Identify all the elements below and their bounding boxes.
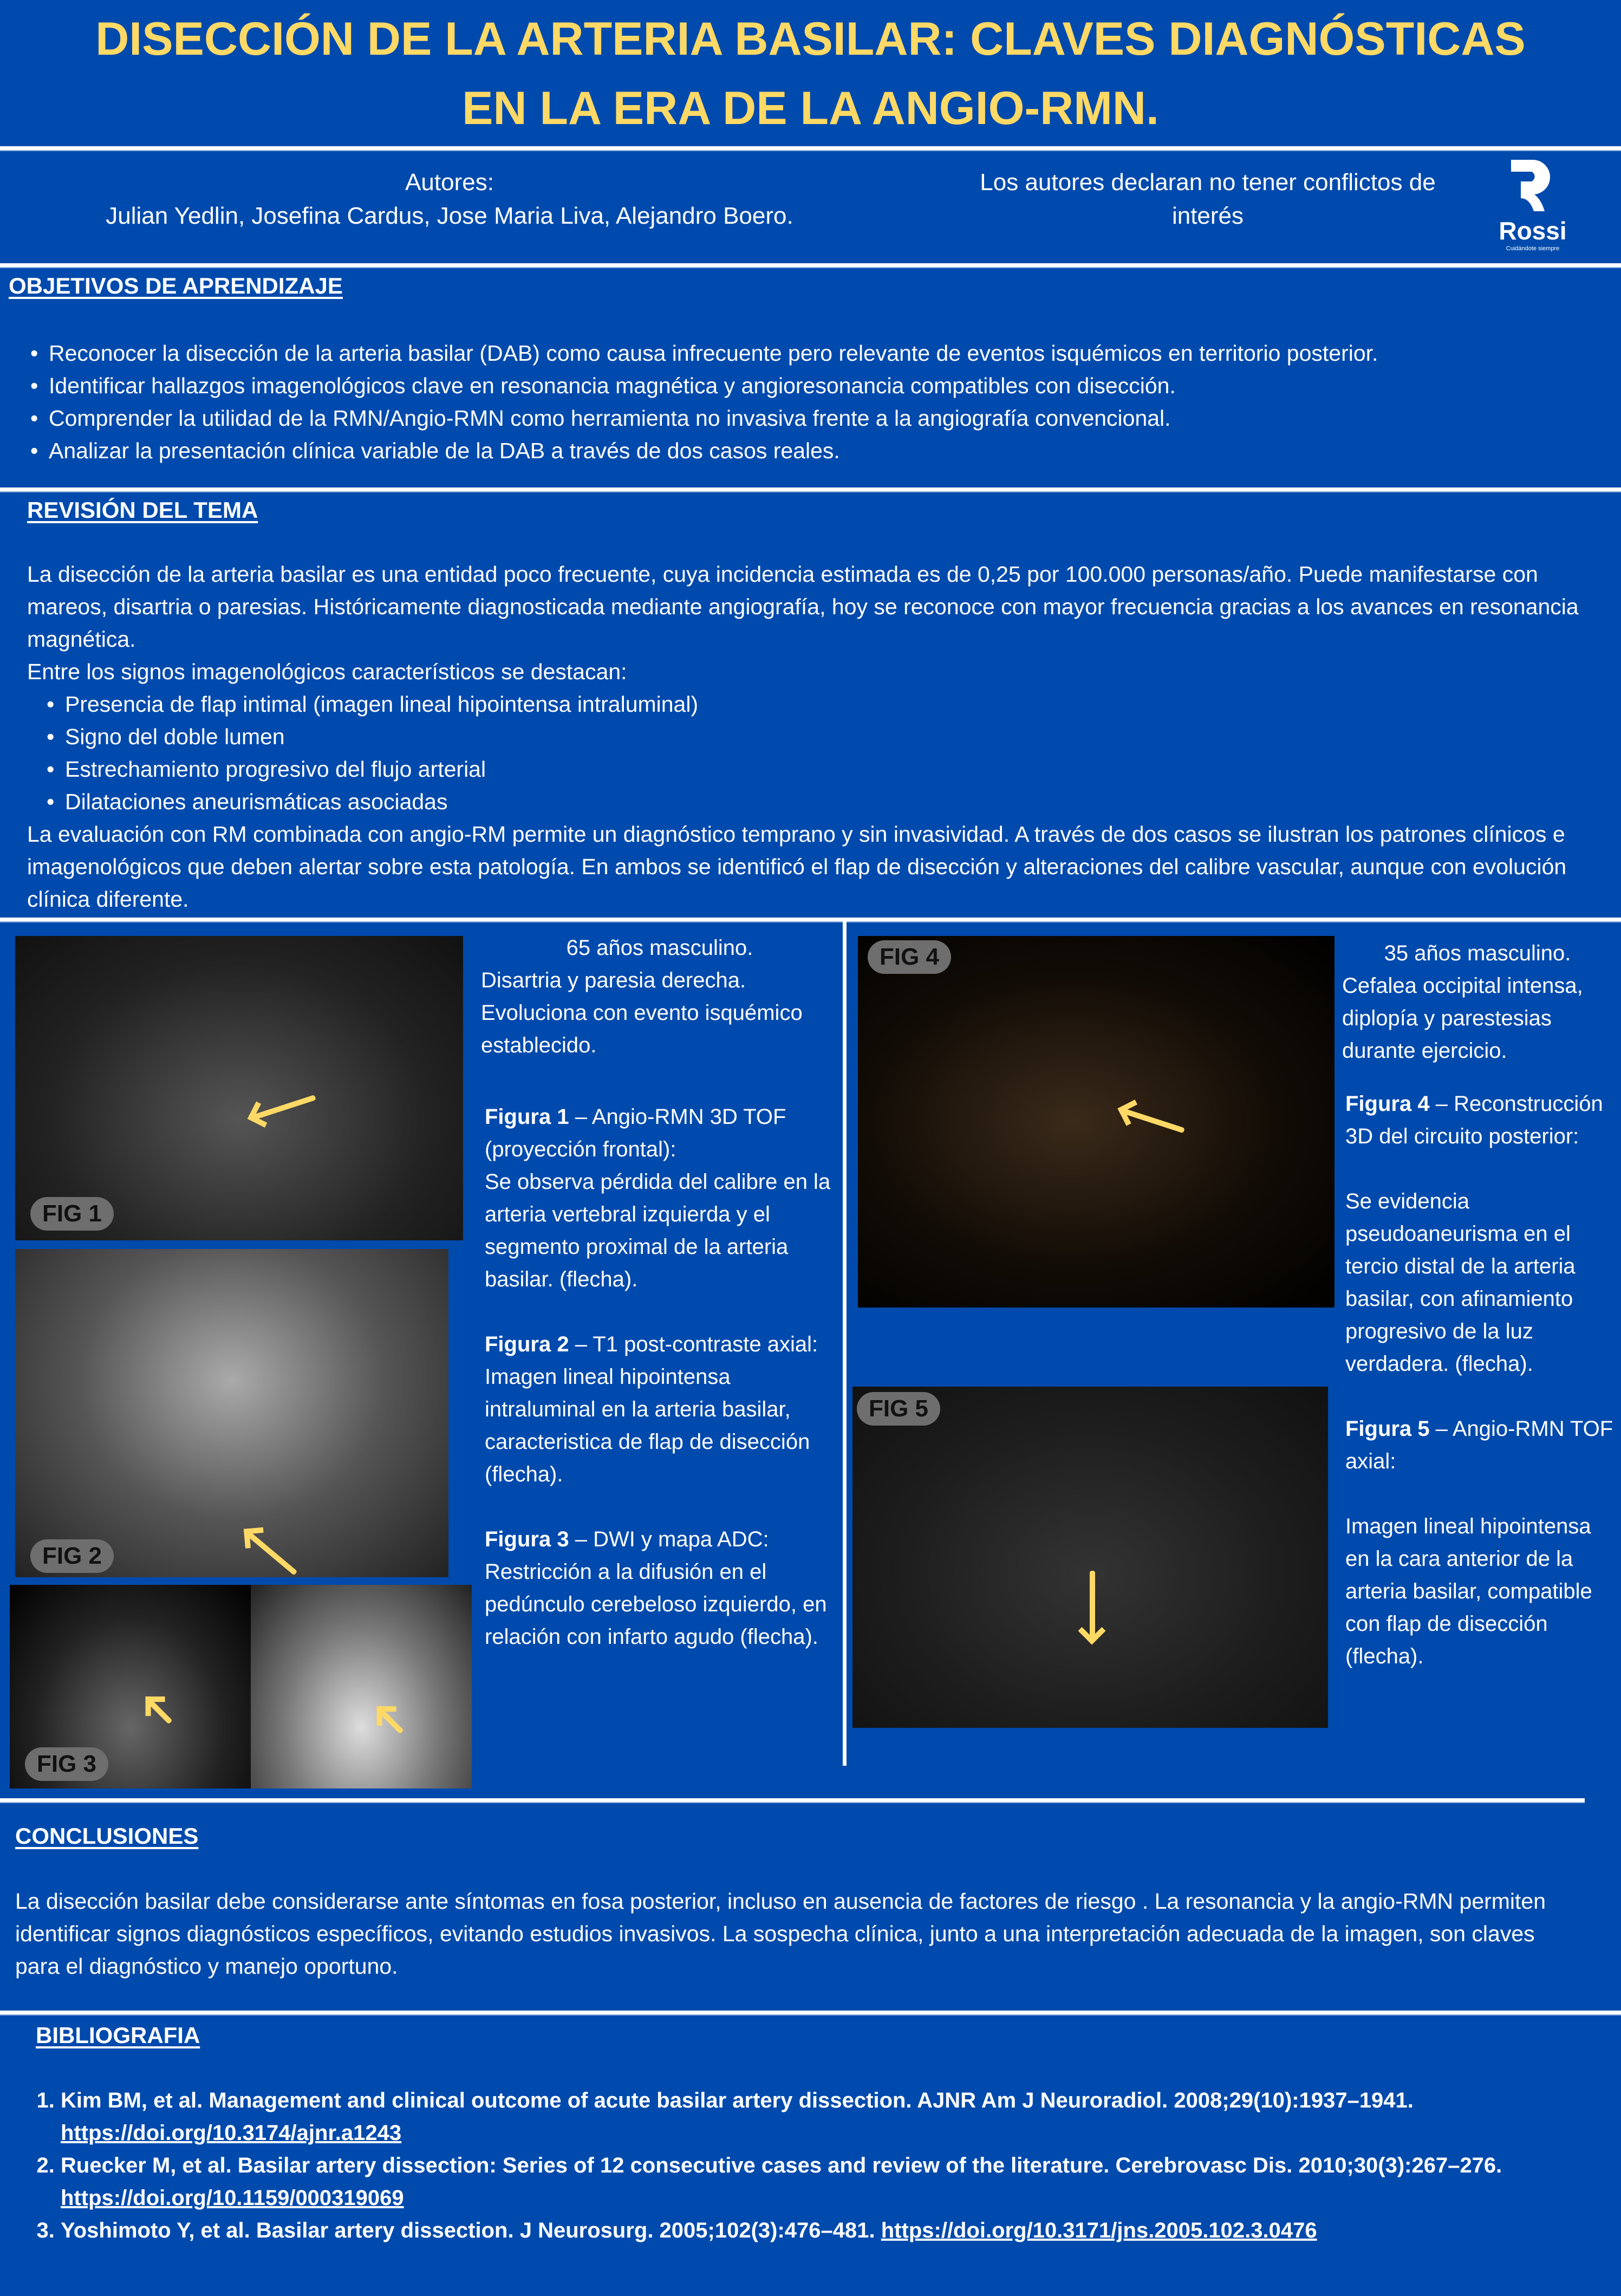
- rossi-logo-icon: [1495, 157, 1571, 217]
- bibliography-heading: BIBLIOGRAFIA: [36, 2022, 200, 2048]
- poster-title: [0, 4, 1621, 143]
- case1-age-sex: 65 años masculino.: [566, 936, 753, 960]
- caption-head: – Angio-RMN TOF axial:: [1345, 1417, 1613, 1473]
- case2-summary: [1342, 937, 1613, 1067]
- figure-label: FIG 4: [868, 940, 951, 974]
- figure-3-dwi-image: [10, 1585, 251, 1788]
- figure-label: FIG 5: [857, 1392, 940, 1426]
- reference-link[interactable]: https://doi.org/10.3171/jns.2005.102.3.0476: [881, 2219, 1317, 2242]
- authors-label: Autores:: [405, 169, 494, 196]
- review-body: [27, 558, 1598, 915]
- objective-item: • Analizar la presentación clínica variable de la DAB a través de dos casos reales.: [26, 434, 1597, 467]
- rossi-logo: [1495, 157, 1571, 255]
- caption-head: – DWI y mapa ADC:: [569, 1527, 769, 1551]
- case1-summary: [481, 932, 838, 1062]
- reference-text: Ruecker M, et al. Basilar artery dissection: Series of 12 consecutive cases and review of the literature. Cerebrovasc Dis. 2010;30(3):267–276.: [61, 2154, 1502, 2177]
- arrow-icon: [1122, 1108, 1184, 1133]
- divider: [0, 146, 1621, 150]
- logo-tagline: Cuidándote siempre: [1506, 245, 1560, 252]
- sign-item: • Signo del doble lumen: [42, 720, 1598, 753]
- authors-list: Julian Yedlin, Josefina Cardus, Jose Maria Liva, Alejandro Boero.: [106, 203, 793, 229]
- arrow-icon: [147, 1699, 172, 1724]
- caption-title: Figura 2: [485, 1332, 569, 1356]
- caption-title: Figura 3: [485, 1527, 569, 1551]
- bibliography-list: [36, 2084, 1596, 2247]
- divider: [0, 487, 1621, 491]
- figure-4-caption: [1345, 1088, 1616, 1380]
- divider: [0, 1798, 1585, 1802]
- divider: [0, 2011, 1621, 2014]
- caption-title: Figura 4: [1345, 1092, 1430, 1116]
- sign-item: • Estrechamiento progresivo del flujo arterial: [42, 753, 1598, 785]
- figure-4-image: [858, 936, 1334, 1308]
- conclusions-heading: CONCLUSIONES: [15, 1823, 199, 1849]
- caption-title: Figura 1: [485, 1105, 569, 1129]
- objective-item: • Reconocer la disección de la arteria basilar (DAB) como causa infrecuente pero relevante de eventos isquémicos en territorio posterior.: [26, 337, 1597, 369]
- caption-desc: Restricción a la difusión en el pedúnculo cerebeloso izquierdo, en relación con infarto agudo (flecha).: [485, 1560, 827, 1649]
- figure-3-caption: [485, 1523, 845, 1653]
- case2-age-sex: 35 años masculino.: [1384, 941, 1571, 965]
- conflict-statement: Los autores declaran no tener conflictos de interés: [980, 169, 1436, 229]
- signs-list: [27, 688, 1598, 818]
- figure-label: FIG 1: [30, 1197, 114, 1231]
- objectives-heading: OBJETIVOS DE APRENDIZAJE: [9, 273, 343, 298]
- review-heading: REVISIÓN DEL TEMA: [27, 497, 258, 523]
- review-paragraph: La disección de la arteria basilar es una entidad poco frecuente, cuya incidencia estimada es de 0,25 por 100.000 personas/año. Puede manifestarse con mareos, disartria o paresias. Históricamente diagnosticada mediante angiografía, hoy se reconoce con mayor frecuencia gracias a los avances en resonancia magnética.: [27, 562, 1579, 652]
- sign-item: • Presencia de flap intimal (imagen lineal hipointensa intraluminal): [42, 688, 1598, 720]
- caption-title: Figura 5: [1345, 1417, 1430, 1441]
- caption-head: – Angio-RMN 3D TOF (proyección frontal):: [485, 1105, 786, 1161]
- figure-1-image: [15, 936, 463, 1240]
- authors-block: [43, 166, 856, 233]
- figure-label: FIG 2: [30, 1539, 114, 1573]
- figure-label: FIG 3: [25, 1747, 108, 1781]
- reference-text: Kim BM, et al. Management and clinical outcome of acute basilar artery dissection. AJNR Am J Neuroradiol. 2008;29(10):1937–1941.: [61, 2089, 1414, 2112]
- caption-head: – Reconstrucción 3D del circuito posterior:: [1345, 1092, 1603, 1148]
- logo-name: Rossi: [1499, 217, 1567, 245]
- case1-captions: [485, 1101, 845, 1653]
- arrow-icon: [246, 1531, 298, 1576]
- review-paragraph: La evaluación con RM combinada con angio-RM permite un diagnóstico temprano y sin invasividad. A través de dos casos se ilustran los patrones clínicos e imagenológicos que deben alertar sobre esta patología. En ambos se identificó el flap de disección y alteraciones del calibre vascular, aunque con evolución clínica diferente.: [27, 822, 1567, 912]
- sign-item: • Dilataciones aneurismáticas asociadas: [42, 785, 1598, 818]
- caption-desc: Imagen lineal hipointensa intraluminal en la arteria basilar, caracteristica de flap de disección (flecha).: [485, 1365, 810, 1486]
- reference-item: [61, 2149, 1596, 2214]
- figure-3-adc-image: [251, 1585, 472, 1788]
- reference-link[interactable]: https://doi.org/10.3174/ajnr.a1243: [61, 2121, 402, 2145]
- conclusions-text: La disección basilar debe considerarse ante síntomas en fosa posterior, incluso en ausencia de factores de riesgo . La resonancia y la angio-RMN permiten identificar signos diagnósticos específicos, evitando estudios invasivos. La sospecha clínica, junto a una interpretación adecuada de la imagen, son claves para el diagnóstico y manejo oportuno.: [15, 1889, 1546, 1979]
- caption-desc: Se observa pérdida del calibre en la arteria vertebral izquierda y el segmento proximal de la arteria basilar. (flecha).: [485, 1170, 831, 1291]
- review-paragraph: Entre los signos imagenológicos característicos se destacan:: [27, 659, 627, 684]
- caption-desc: Imagen lineal hipointensa en la cara anterior de la arteria basilar, compatible con flap de disección (flecha).: [1345, 1514, 1592, 1668]
- divider: [0, 263, 1621, 267]
- objectives-list: [26, 337, 1597, 467]
- figure-5-caption: [1345, 1413, 1616, 1673]
- case1-clinical: Disartria y paresia derecha. Evoluciona con evento isquémico establecido.: [481, 968, 803, 1057]
- case2-captions: [1345, 1088, 1616, 1673]
- title-line-1: DISECCIÓN DE LA ARTERIA BASILAR: CLAVES DIAGNÓSTICAS: [95, 13, 1526, 65]
- reference-item: [61, 2084, 1596, 2149]
- objective-item: • Comprender la utilidad de la RMN/Angio-RMN como herramienta no invasiva frente a la angiografía convencional.: [26, 402, 1597, 434]
- objective-item: • Identificar hallazgos imagenológicos clave en resonancia magnética y angioresonancia compatibles con disección.: [26, 369, 1597, 402]
- caption-desc: Se evidencia pseudoaneurisma en el tercio distal de la arteria basilar, con afinamiento progresivo de la luz verdadera. (flecha).: [1345, 1189, 1576, 1376]
- figure-2-image: [15, 1249, 448, 1577]
- reference-text: Yoshimoto Y, et al. Basilar artery dissection. J Neurosurg. 2005;102(3):476–481.: [61, 2219, 881, 2242]
- figure-1-caption: [485, 1101, 845, 1296]
- arrow-icon: [1090, 1571, 1095, 1638]
- arrow-icon: [252, 1095, 316, 1120]
- reference-item: [61, 2214, 1596, 2247]
- divider: [0, 918, 1621, 921]
- caption-head: – T1 post-contraste axial:: [569, 1332, 818, 1356]
- figure-2-caption: [485, 1328, 845, 1491]
- case2-clinical: Cefalea occipital intensa, diplopía y parestesias durante ejercicio.: [1342, 974, 1583, 1063]
- title-line-2: EN LA ERA DE LA ANGIO-RMN.: [462, 82, 1159, 134]
- reference-link[interactable]: https://doi.org/10.1159/000319069: [61, 2186, 404, 2210]
- arrow-icon: [379, 1709, 403, 1734]
- figure-5-image: [852, 1387, 1328, 1728]
